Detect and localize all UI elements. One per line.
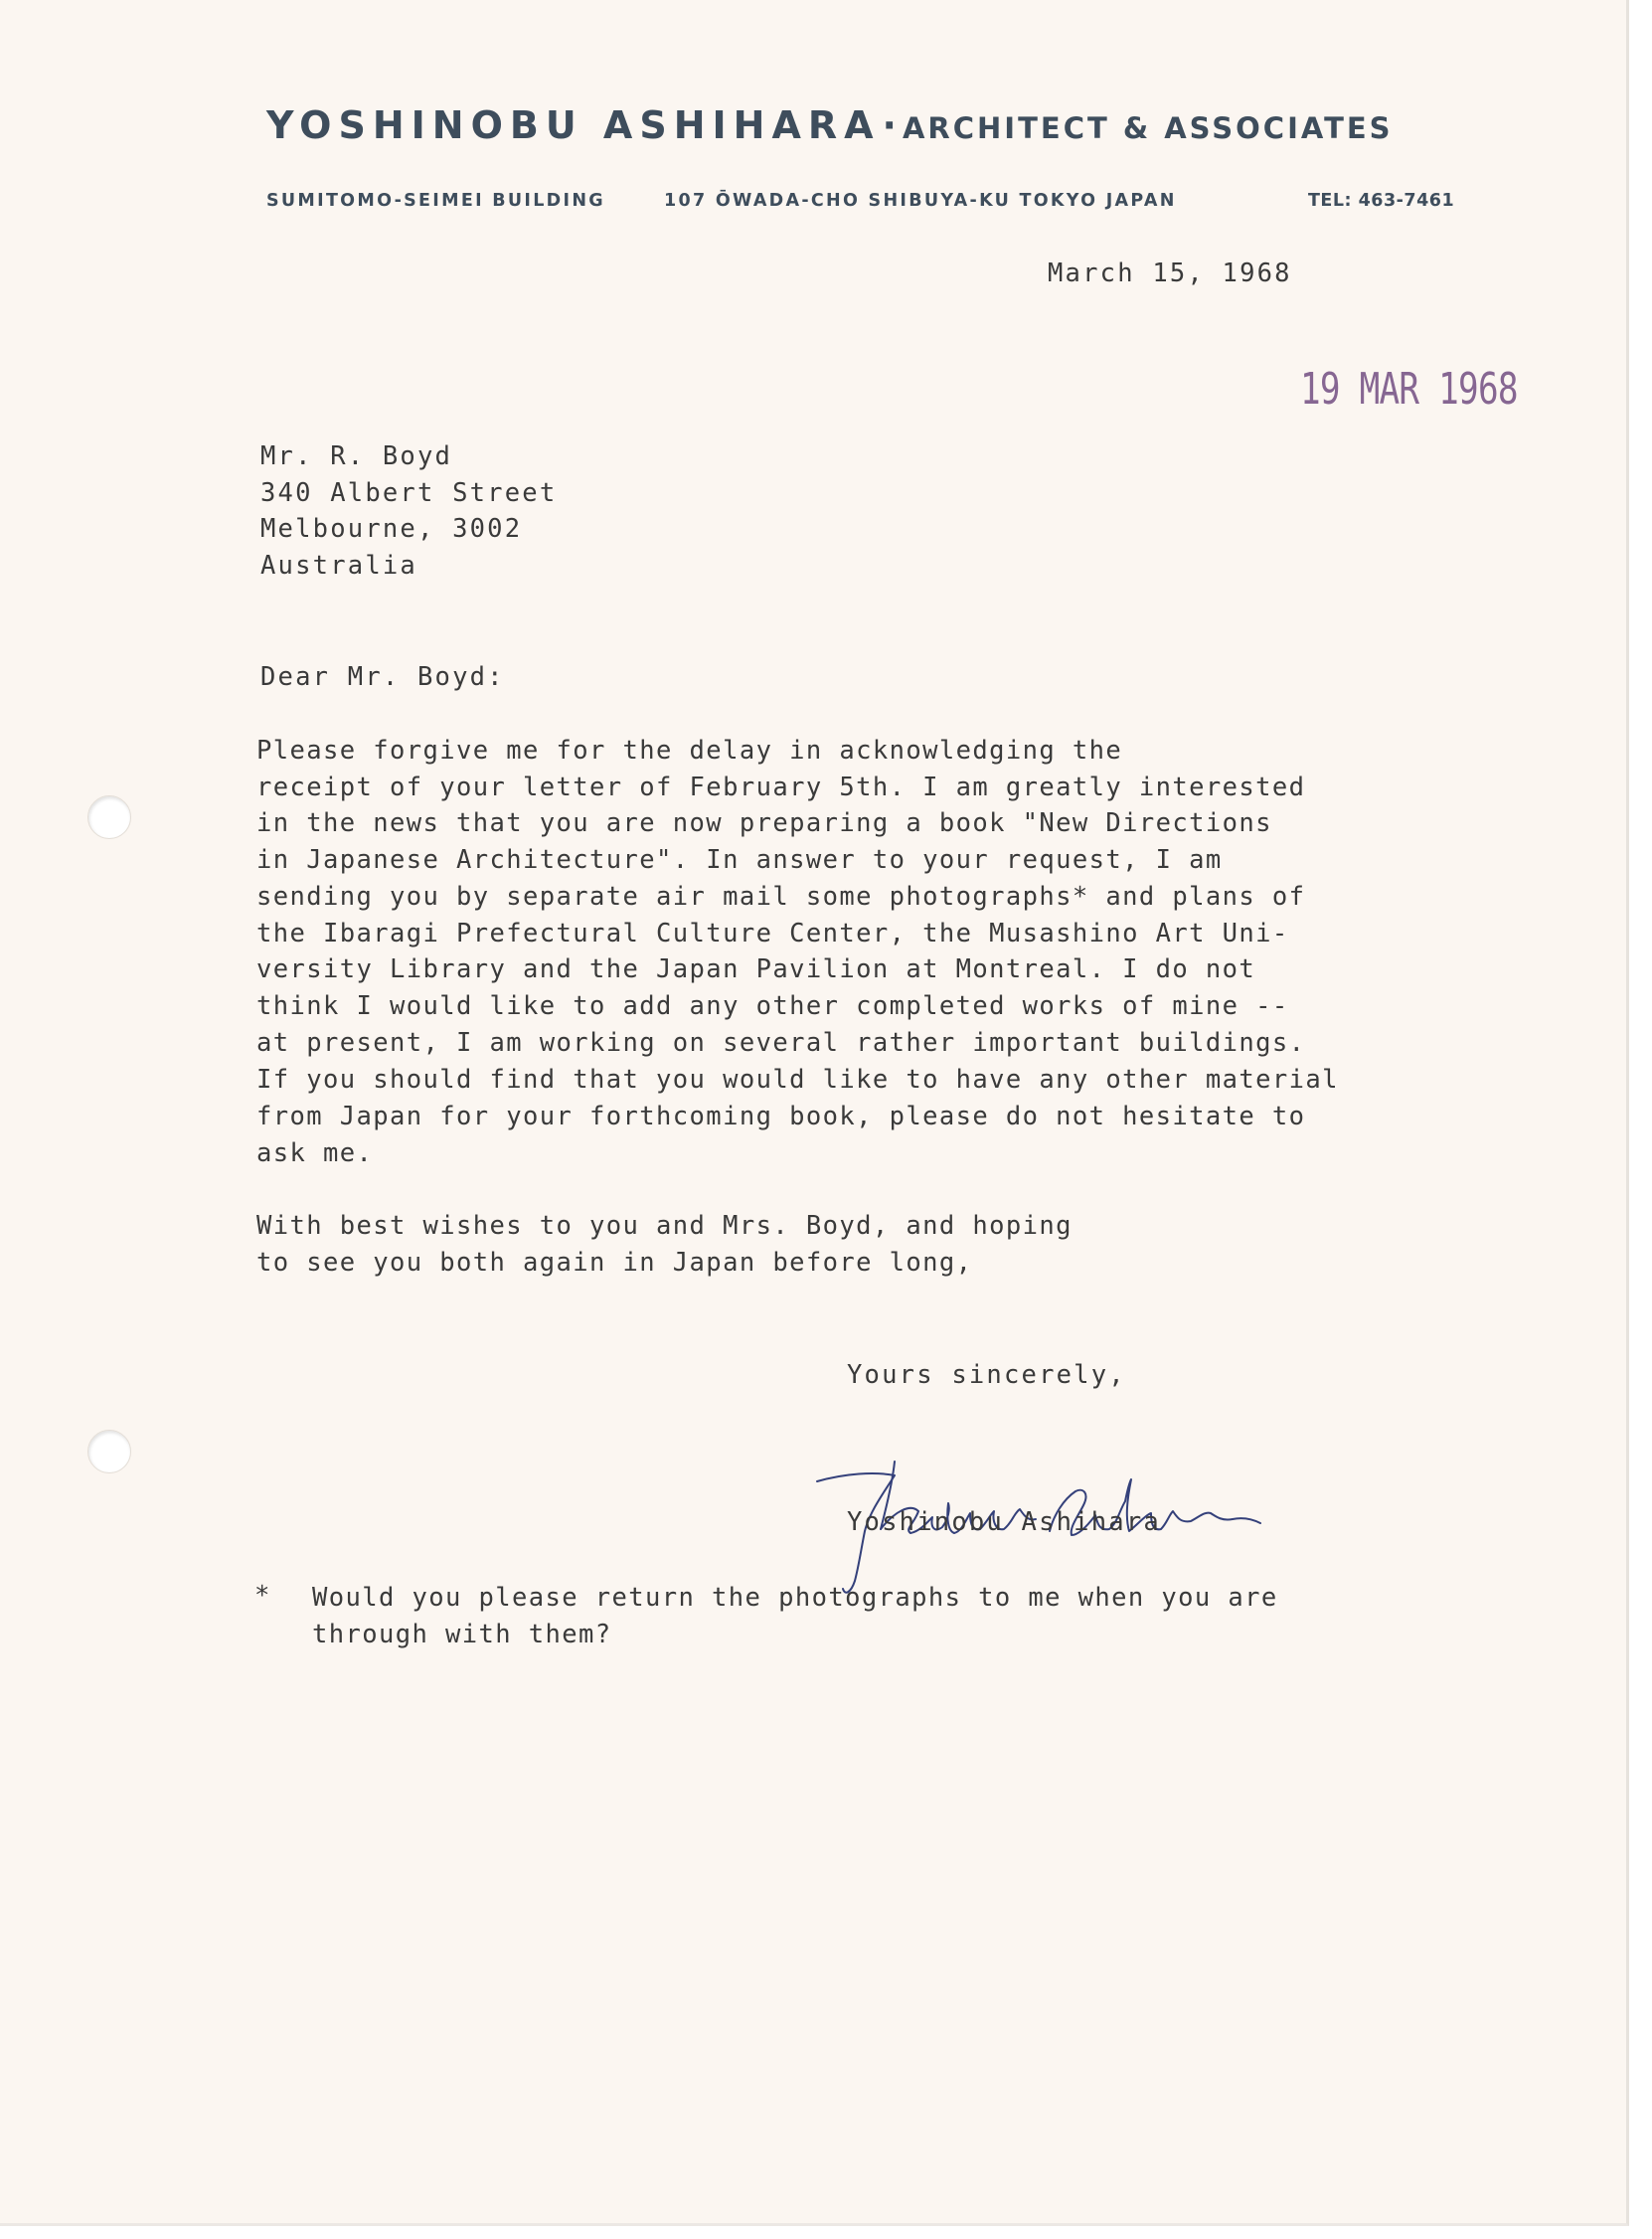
letterhead-separator: · <box>882 103 897 147</box>
letterhead-phone: TEL: 463-7461 <box>1308 191 1455 211</box>
footnote-line: through with them? <box>312 1620 612 1649</box>
body-line: in Japanese Architecture". In answer to your request, I am <box>256 845 1223 875</box>
body-line: Please forgive me for the delay in acknowledging the <box>256 736 1123 766</box>
body-line: With best wishes to you and Mrs. Boyd, and hoping <box>256 1211 1073 1241</box>
body-line: in the news that you are now preparing a book "New Directions <box>256 808 1272 838</box>
letterhead-title <box>266 103 1394 147</box>
recipient-country: Australia <box>260 551 417 581</box>
letterhead-building: SUMITOMO-SEIMEI BUILDING <box>266 191 605 211</box>
body-line: versity Library and the Japan Pavilion at Montreal. I do not <box>256 954 1256 984</box>
letterhead-street: 107 ŌWADA-CHO SHIBUYA-KU TOKYO JAPAN <box>664 191 1177 211</box>
footnote-marker: * <box>254 1581 272 1611</box>
firm-name: ARCHITECT & ASSOCIATES <box>902 111 1394 145</box>
recipient-city: Melbourne, 3002 <box>260 514 523 544</box>
recipient-street: 340 Albert Street <box>260 478 558 508</box>
received-date-stamp: 19 MAR 1968 <box>1300 364 1518 415</box>
closing: Yours sincerely, <box>847 1360 1126 1390</box>
letter-date: March 15, 1968 <box>1048 258 1292 288</box>
typed-signature-name: Yoshinobu Ashihara <box>847 1507 1161 1537</box>
body-line: to see you both again in Japan before long, <box>256 1248 973 1278</box>
body-line: think I would like to add any other completed works of mine -- <box>256 991 1289 1021</box>
salutation: Dear Mr. Boyd: <box>260 662 505 692</box>
punch-hole-lower <box>87 1430 131 1473</box>
body-line: ask me. <box>256 1138 374 1168</box>
recipient-name: Mr. R. Boyd <box>260 441 453 471</box>
footnote-line: Would you please return the photographs to me when you are <box>312 1583 1278 1613</box>
architect-name: YOSHINOBU ASHIHARA <box>266 103 881 147</box>
punch-hole-upper <box>87 795 131 839</box>
body-line: from Japan for your forthcoming book, please do not hesitate to <box>256 1102 1306 1131</box>
body-line: receipt of your letter of February 5th. I am greatly interested <box>256 773 1306 802</box>
body-line: at present, I am working on several rather important buildings. <box>256 1028 1306 1058</box>
body-line: the Ibaragi Prefectural Culture Center, the Musashino Art Uni- <box>256 919 1289 948</box>
body-line: sending you by separate air mail some photographs* and plans of <box>256 882 1306 912</box>
body-line: If you should find that you would like to have any other material <box>256 1065 1339 1095</box>
